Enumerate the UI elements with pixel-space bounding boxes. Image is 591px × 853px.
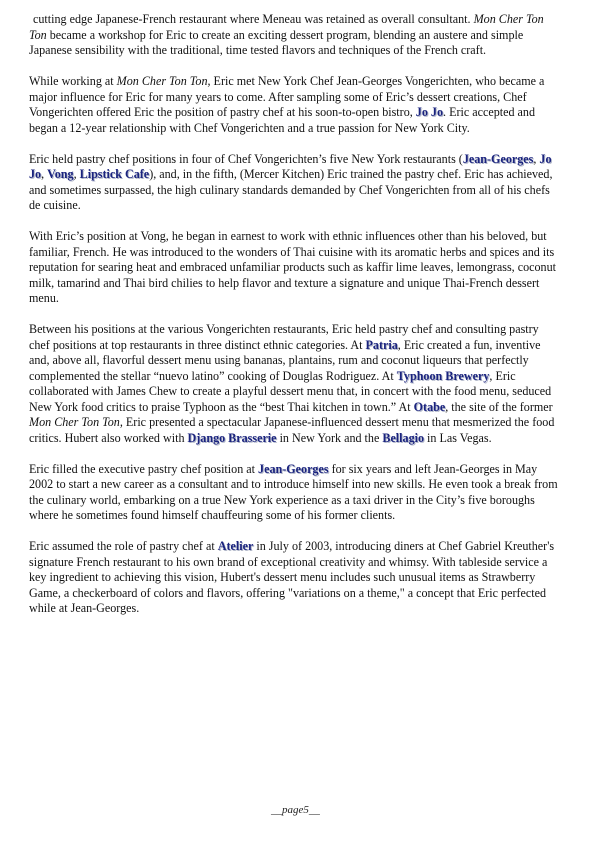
restaurant-name: Patria xyxy=(365,337,398,352)
italic-title: Mon Cher Ton Ton, xyxy=(29,415,123,429)
paragraph xyxy=(29,462,559,524)
paragraph xyxy=(29,74,559,136)
italic-title: Mon Cher Ton Ton, xyxy=(116,74,211,88)
paragraph xyxy=(29,12,559,59)
text-run: in New York and the xyxy=(276,430,383,445)
text-run: Eric met New York Chef Jean-Georges Vongerichten, who became a major influence for Eric for many years to come. After sampling some of Eric’s dessert creations, Chef Vongerichten offered Eric the position of pastry chef at his soon-to-open bistro, xyxy=(29,74,545,119)
document-body xyxy=(29,12,559,632)
restaurant-name: Jean-Georges xyxy=(462,151,534,166)
text-run: Between his positions at the various Vongerichten restaurants, Eric held pastry chef and consulting pastry chef positions at top restaurants in three distinct ethnic categories. At xyxy=(29,322,539,352)
text-run: , the site of the former xyxy=(445,399,553,414)
restaurant-name: Bellagio xyxy=(382,430,425,445)
restaurant-name: Django Brasserie xyxy=(187,430,277,445)
text-run: , Eric collaborated with James Chew to create a playful dessert menu that, in concert with the food menu, seduced New York food critics to praise Typhoon as the “best Thai kitchen in town.” At xyxy=(29,368,552,414)
restaurant-name: Jo Jo xyxy=(415,105,444,119)
restaurant-name: Jean-Georges xyxy=(258,461,329,476)
restaurant-name: Lipstick Cafe xyxy=(79,167,150,181)
paragraph xyxy=(29,539,559,617)
paragraph xyxy=(29,152,559,214)
italic-title: Mon Cher Ton Ton xyxy=(29,12,544,42)
text-run: , xyxy=(41,167,48,181)
paragraph xyxy=(29,322,559,446)
text-run: in Las Vegas. xyxy=(424,430,492,445)
paragraph xyxy=(29,229,559,307)
text-run: Eric presented a spectacular Japanese-influenced dessert menu that mesmerized the food critics. Hubert also worked with xyxy=(29,415,555,445)
restaurant-name: Vong xyxy=(47,167,74,181)
text-run: Eric filled the executive pastry chef position at xyxy=(29,461,259,476)
text-run: Eric held pastry chef positions in four of Chef Vongerichten’s five New York restaurants ( xyxy=(29,151,463,166)
text-run: cutting edge Japanese-French restaurant where Meneau was retained as overall consultant. xyxy=(33,12,474,26)
text-run: became a workshop for Eric to create an exciting dessert program, blending an austere and simple Japanese sensibility with the traditional, time tested flavors and techniques of the French craft. xyxy=(29,27,524,57)
text-run: , xyxy=(533,151,540,166)
text-run: for six years and left Jean-Georges in May 2002 to start a new career as a consultant and to introduce himself into new skills. He even took a break from the culinary world, embarking on a true New York experience as a taxi driver in the City’s five boroughs where he sometimes found himself chauffeuring some of his former clients. xyxy=(29,461,558,522)
page-number-footer: __page5__ xyxy=(271,804,320,816)
restaurant-name: Otabe xyxy=(413,399,446,414)
text-run: With Eric’s position at Vong, he began in earnest to work with ethnic influences other than his beloved, but familiar, French. He was introduced to the wonders of Thai cuisine with its aromatic herbs and spices and its reputation for searing heat and embraced unfamiliar products such as kaffir lime leaves, lemongrass, coconut milk, tamarind and Thai bird chilies to help flavor and texture a signature and unique Thai-French dessert menu. xyxy=(29,229,557,305)
text-run: in July of 2003, introducing diners at Chef Gabriel Kreuther's signature French restaurant to his own brand of exceptional creativity and whimsy. With tableside service a key ingredient to achieving this vision, Hubert's dessert menu includes such unusual items as Strawberry Game, a checkerboard of colors and flavors, offering "variations on a theme," a concept that Eric perfected while at Jean-Georges. xyxy=(29,539,555,615)
text-run: Eric assumed the role of pastry chef at xyxy=(29,539,218,553)
text-run: , xyxy=(73,167,80,181)
text-run: , Eric created a fun, inventive and, above all, flavorful dessert menu using bananas, plantains, rum and coconut liqueurs that perfectly complemented the stellar “nuevo latino” cooking of Douglas Rodriguez. At xyxy=(29,337,541,383)
text-run: While working at xyxy=(29,74,117,88)
restaurant-name: Atelier xyxy=(217,539,254,553)
restaurant-name: Typhoon Brewery xyxy=(396,368,490,383)
restaurant-name: Jo Jo xyxy=(29,151,552,181)
text-run: . Eric accepted and began a 12-year relationship with Chef Vongerichten and a true passion for New York City. xyxy=(29,105,536,135)
text-run: ), and, in the fifth, (Mercer Kitchen) Eric trained the pastry chef. Eric has achieved, and sometimes surpassed, the high culinary standards demanded by Chef Vongerichten from all of his chefs de cuisine. xyxy=(29,167,553,212)
